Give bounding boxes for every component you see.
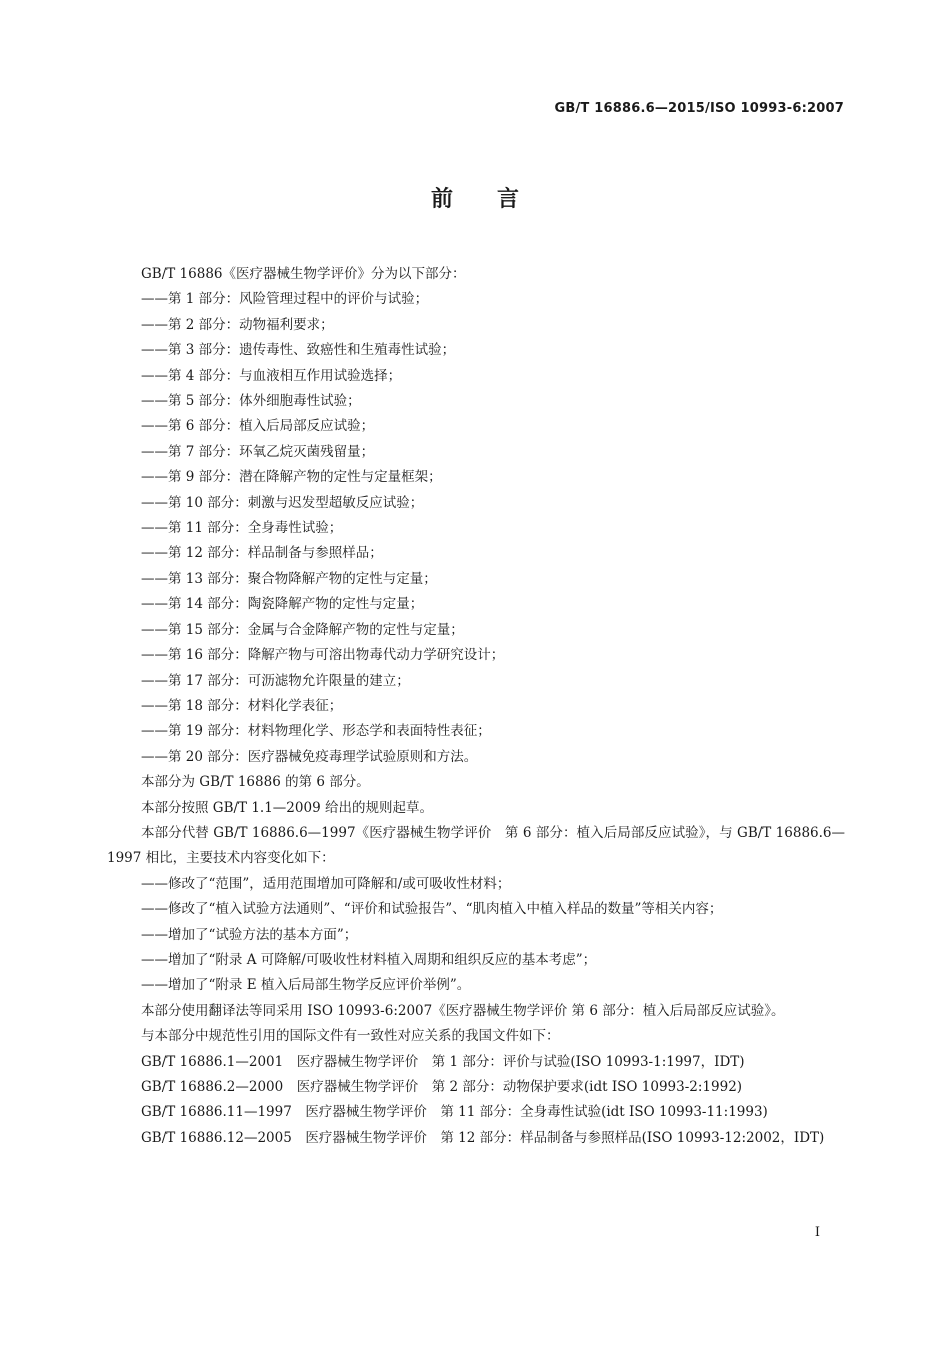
page-title: 前言 — [430, 187, 563, 212]
list-item: ——第 7 部分：环氧乙烷灭菌残留量； — [141, 443, 375, 460]
list-item: ——第 20 部分：医疗器械免疫毒理学试验原则和方法。 — [141, 748, 478, 765]
list-item: ——第 3 部分：遗传毒性、致癌性和生殖毒性试验； — [141, 342, 456, 359]
reference-item: GB/T 16886.12—2005 医疗器械生物学评价 第 12 部分：样品制备与参照样品(ISO 10993-12:2002，IDT) — [141, 1129, 825, 1146]
list-item: ——第 18 部分：材料化学表征； — [141, 697, 343, 714]
foreword-body — [107, 262, 845, 1151]
change-item: ——增加了“试验方法的基本方面”； — [141, 926, 358, 943]
list-item: ——第 15 部分：金属与合金降解产物的定性与定量； — [141, 621, 464, 638]
standard-number-header: GB/T 16886.6—2015/ISO 10993-6:2007 — [554, 101, 844, 116]
part-of-paragraph: 本部分为 GB/T 16886 的第 6 部分。 — [141, 774, 370, 791]
drafting-paragraph: 本部分按照 GB/T 1.1—2009 给出的规则起草。 — [141, 799, 433, 816]
reference-item: GB/T 16886.2—2000 医疗器械生物学评价 第 2 部分：动物保护要求(idt ISO 10993-2:1992) — [141, 1079, 743, 1095]
change-item: ——修改了“范围”，适用范围增加可降解和/或可吸收性材料； — [141, 875, 511, 892]
list-item: ——第 4 部分：与血液相互作用试验选择； — [141, 367, 402, 384]
list-item: ——第 5 部分：体外细胞毒性试验； — [141, 393, 361, 410]
translation-paragraph: 本部分使用翻译法等同采用 ISO 10993-6:2007《医疗器械生物学评价 第 6 部分：植入后局部反应试验》。 — [141, 1002, 785, 1019]
list-item: ——第 12 部分：样品制备与参照样品； — [141, 545, 383, 562]
change-item: ——增加了“附录 A 可降解/可吸收性材料植入周期和组织反应的基本考虑”； — [141, 951, 597, 968]
list-item: ——第 14 部分：陶瓷降解产物的定性与定量； — [141, 596, 424, 613]
correspondence-paragraph: 与本部分中规范性引用的国际文件有一致性对应关系的我国文件如下： — [141, 1028, 560, 1045]
change-item: ——修改了“植入试验方法通则”、“评价和试验报告”、“肌肉植入中植入样品的数量”等相关内容； — [141, 901, 723, 918]
reference-item: GB/T 16886.11—1997 医疗器械生物学评价 第 11 部分：全身毒性试验(idt ISO 10993-11:1993) — [141, 1104, 768, 1121]
list-item: ——第 6 部分：植入后局部反应试验； — [141, 418, 375, 435]
list-item: ——第 16 部分：降解产物与可溶出物毒代动力学研究设计； — [141, 647, 505, 664]
list-item: ——第 2 部分：动物福利要求； — [141, 316, 334, 333]
list-item: ——第 11 部分：全身毒性试验； — [141, 520, 343, 537]
list-item: ——第 9 部分：潜在降解产物的定性与定量框架； — [141, 469, 442, 486]
list-item: ——第 19 部分：材料物理化学、形态学和表面特性表征； — [141, 723, 491, 740]
list-item: ——第 13 部分：聚合物降解产物的定性与定量； — [141, 570, 437, 587]
list-item: ——第 1 部分：风险管理过程中的评价与试验； — [141, 291, 429, 308]
page-number: I — [814, 1225, 820, 1240]
replaces-paragraph: 本部分代替 GB/T 16886.6—1997《医疗器械生物学评价 第 6 部分：植入后局部反应试验》，与 GB/T 16886.6—1997 相比，主要技术内容变化如下： — [107, 824, 845, 867]
change-item: ——增加了“附录 E 植入后局部生物学反应评价举例”。 — [141, 977, 471, 994]
list-item: ——第 17 部分：可沥滤物允许限量的建立； — [141, 672, 410, 689]
intro-paragraph: GB/T 16886《医疗器械生物学评价》分为以下部分： — [141, 266, 466, 282]
list-item: ——第 10 部分：刺激与迟发型超敏反应试验； — [141, 494, 424, 511]
reference-item: GB/T 16886.1—2001 医疗器械生物学评价 第 1 部分：评价与试验(ISO 10993-1:1997，IDT) — [141, 1053, 745, 1070]
